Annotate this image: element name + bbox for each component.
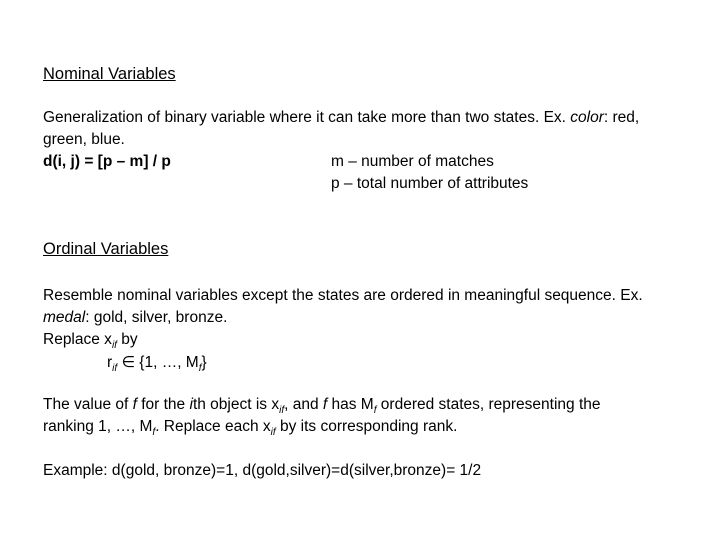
r-set-subscript: f [198,363,202,375]
value-text-2: for the [136,396,190,413]
nominal-description-line-1 [43,107,639,129]
r-set-close: } [201,354,207,371]
color-word: color [570,109,604,126]
ranking-sub-f: f [152,427,156,439]
value-text-4: , and [284,396,323,413]
m-definition: m – number of matches [331,153,494,170]
ranking-line [43,416,457,438]
nominal-formula: d(i, j) = [p – m] / p [43,153,171,170]
r-subscript: if [112,363,118,375]
value-f-2: f [322,396,328,413]
value-text-6: ordered states, representing the [376,396,601,413]
example-line: Example: d(gold, bronze)=1, d(gold,silver)=d(silver,bronze)= 1/2 [43,462,482,479]
ranking-text-2: . Replace each x [155,418,271,435]
medal-word: medal [43,309,86,326]
nominal-description-line-2: green, blue. [43,131,125,148]
ordinal-description-line-1: Resemble nominal variables except the states are ordered in meaningful sequence. Ex. [43,287,643,304]
value-f-1: f [132,396,137,413]
p-definition: p – total number of attributes [331,175,529,192]
value-text-5: has M [327,396,374,413]
ordinal-variables-heading: Ordinal Variables [43,240,169,258]
value-text-1: The value of [43,396,133,413]
nominal-desc-text: Generalization of binary variable where it can take more than two states. Ex. [43,109,571,126]
rank-set-line [107,352,207,374]
replace-line [43,329,138,351]
medal-states: : gold, silver, bronze. [85,309,228,326]
replace-label: Replace x [43,331,112,348]
value-text-3: th object is x [192,396,280,413]
replace-subscript: if [111,340,117,352]
r-set-open: ∈ {1, …, M [117,354,199,371]
ranking-sub-if: if [270,427,276,439]
ranking-text-3: by its corresponding rank. [275,418,458,435]
nominal-desc-tail: : red, [603,109,640,126]
ranking-text-1: ranking 1, …, M [43,418,153,435]
value-sub-f: f [373,405,377,417]
value-line [43,394,601,416]
replace-by: by [116,331,138,348]
value-i: i [189,396,193,413]
r-variable: r [107,354,113,371]
ordinal-description-line-2 [43,307,227,329]
value-sub-if: if [279,405,285,417]
nominal-variables-heading: Nominal Variables [43,65,176,83]
